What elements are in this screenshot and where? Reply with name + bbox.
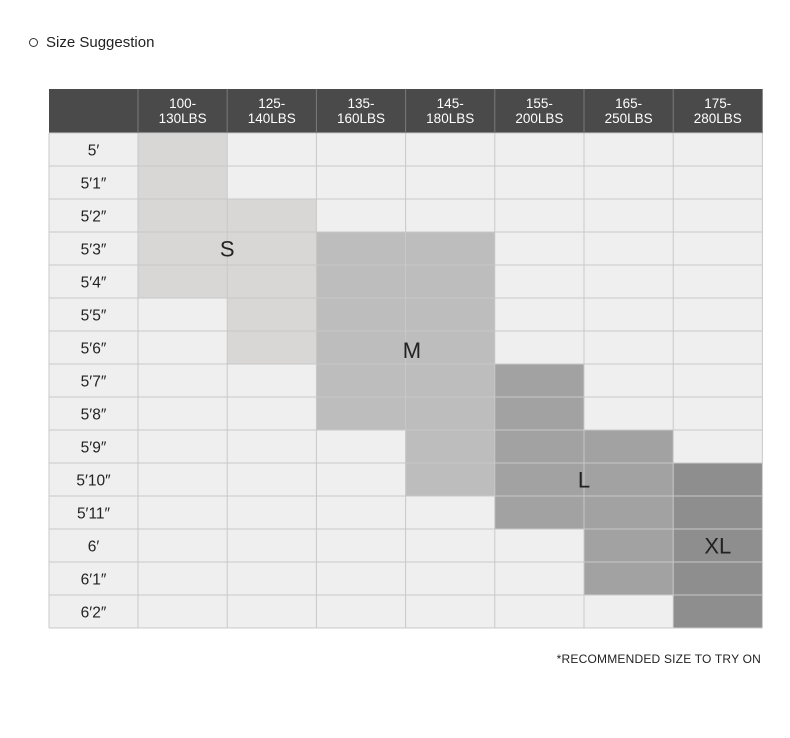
size-cell-l — [584, 562, 673, 595]
size-cell-l — [584, 529, 673, 562]
size-cell-l — [584, 430, 673, 463]
size-cell-m — [406, 298, 495, 331]
size-cell-m — [406, 463, 495, 496]
row-height-label: 5′8″ — [80, 406, 107, 424]
size-cell-s — [138, 133, 227, 166]
size-cell-s — [227, 265, 316, 298]
size-cell-m — [316, 232, 405, 265]
size-cell-m — [316, 298, 405, 331]
size-cell-l — [495, 364, 584, 397]
row-height-label: 5′5″ — [80, 307, 107, 325]
row-height-label: 5′10″ — [76, 472, 111, 490]
row-height-label: 5′ — [87, 142, 100, 160]
size-cell-s — [138, 232, 227, 265]
size-cell-s — [138, 166, 227, 199]
row-height-label: 5′1″ — [80, 175, 107, 193]
size-cell-m — [316, 397, 405, 430]
column-header-label: 280LBS — [693, 111, 742, 126]
size-cell-xl — [673, 496, 762, 529]
row-height-label: 6′1″ — [80, 571, 107, 589]
size-cell-l — [495, 430, 584, 463]
size-cell-l — [495, 397, 584, 430]
row-height-label: 5′9″ — [80, 439, 107, 457]
size-cell-m — [406, 232, 495, 265]
row-height-label: 5′4″ — [80, 274, 107, 292]
size-label-xl: XL — [704, 533, 732, 559]
size-cell-s — [138, 199, 227, 232]
size-cell-m — [316, 364, 405, 397]
column-header-label: 130LBS — [158, 111, 207, 126]
column-header-label: 135- — [347, 96, 375, 111]
size-cell-l — [584, 496, 673, 529]
column-header-label: 250LBS — [604, 111, 653, 126]
size-cell-xl — [673, 595, 762, 628]
column-header-label: 160LBS — [336, 111, 386, 126]
size-cell-l — [495, 463, 584, 496]
size-cell-s — [227, 331, 316, 364]
size-cell-s — [227, 199, 316, 232]
size-cell-m — [406, 397, 495, 430]
size-cell-s — [138, 265, 227, 298]
column-header-label: 140LBS — [247, 111, 296, 126]
row-height-label: 5′6″ — [80, 340, 107, 358]
column-header-label: 175- — [704, 96, 732, 111]
row-height-label: 5′3″ — [80, 241, 107, 259]
row-height-label: 5′7″ — [80, 373, 107, 391]
size-cell-s — [227, 298, 316, 331]
row-height-label: 5′11″ — [76, 505, 111, 523]
size-cell-m — [406, 265, 495, 298]
column-header-label: 125- — [258, 96, 286, 111]
column-header-label: 100- — [169, 96, 197, 111]
size-cell-s — [227, 232, 316, 265]
row-height-label: 6′ — [87, 538, 100, 556]
size-cell-m — [406, 364, 495, 397]
size-cell-m — [316, 265, 405, 298]
row-height-label: 5′2″ — [80, 208, 107, 226]
size-label-s: S — [219, 236, 235, 262]
column-header-label: 165- — [615, 96, 643, 111]
column-header-label: 145- — [436, 96, 464, 111]
size-cell-xl — [673, 562, 762, 595]
column-header-label: 200LBS — [515, 111, 564, 126]
size-cell-l — [495, 496, 584, 529]
size-cell-m — [406, 430, 495, 463]
size-label-m: M — [402, 337, 422, 363]
page-title: Size Suggestion — [46, 34, 155, 51]
column-header-label: 155- — [525, 96, 553, 111]
size-cell-m — [316, 331, 405, 364]
size-cell-xl — [673, 463, 762, 496]
footnote: *RECOMMENDED SIZE TO TRY ON — [556, 652, 761, 666]
size-cell-l — [584, 463, 673, 496]
size-label-l: L — [577, 467, 591, 493]
row-height-label: 6′2″ — [80, 604, 107, 622]
column-header-label: 180LBS — [426, 111, 475, 126]
